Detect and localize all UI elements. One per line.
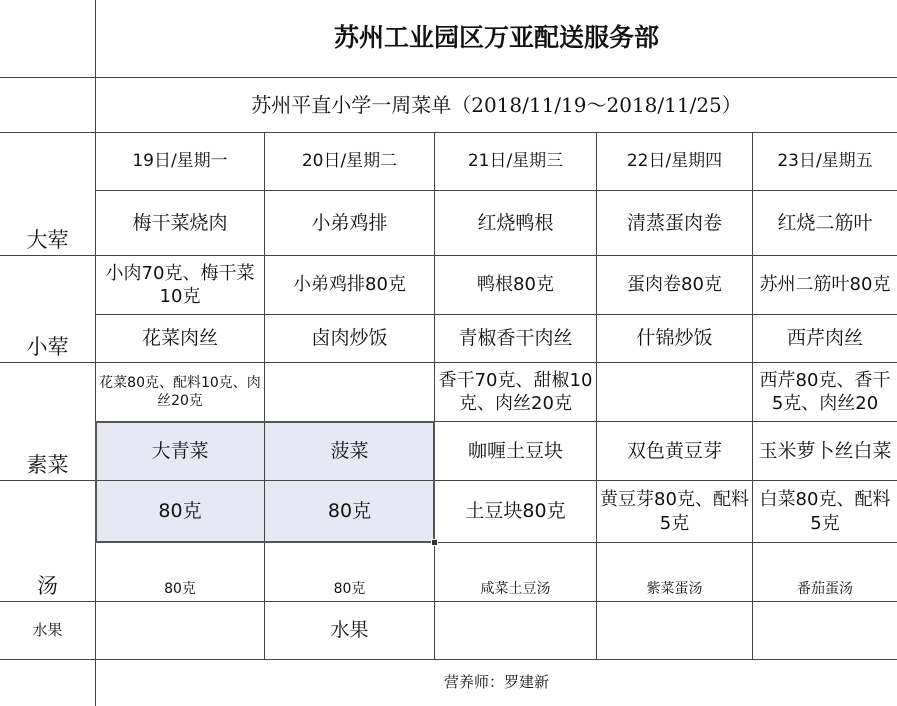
soup-5: 番茄蛋汤 — [797, 581, 853, 598]
minor-dish-1: 花菜肉丝 — [141, 327, 218, 350]
fruit-3 — [435, 602, 596, 659]
veg-detail-4: 黄豆芽80克、配料5克 — [600, 489, 749, 534]
fruit-1 — [96, 602, 264, 659]
fruit-5 — [753, 602, 897, 659]
veg-dish-4: 双色黄豆芽 — [626, 439, 722, 462]
veg-detail-5: 白菜80克、配料5克 — [759, 489, 891, 534]
main-dish-3: 红烧鸭根 — [477, 211, 554, 234]
veg-dish-2[interactable]: 菠菜 — [330, 439, 369, 462]
minor-detail-4 — [597, 363, 752, 421]
menu-subtitle: 苏州平直小学一周菜单（2018/11/19～2018/11/25） — [251, 93, 742, 117]
main-dish-2: 小弟鸡排 — [311, 211, 388, 234]
minor-detail-5: 西芹80克、香干5克、肉丝20 — [759, 369, 891, 414]
veg-detail-2[interactable]: 80克 — [327, 500, 372, 523]
veg-dish-3: 咖喱土豆块 — [467, 439, 563, 462]
minor-dish-2: 卤肉炒饭 — [311, 327, 388, 350]
main-detail-2: 小弟鸡排80克 — [293, 274, 406, 296]
minor-detail-3: 香干70克、甜椒10克、肉丝20克 — [438, 369, 593, 414]
fruit-4 — [597, 602, 752, 659]
soup-3: 咸菜土豆汤 — [480, 581, 551, 598]
label-soup: 汤 — [37, 573, 58, 598]
veg-dish-5: 玉米萝卜丝白菜 — [758, 439, 892, 462]
main-dish-5: 红烧二筋叶 — [777, 211, 873, 234]
minor-dish-3: 青椒香干肉丝 — [458, 327, 573, 350]
label-minor-meat: 小荤 — [26, 335, 69, 360]
main-detail-3: 鸭根80克 — [477, 274, 554, 296]
veg-detail-3: 土豆块80克 — [465, 500, 566, 523]
minor-dish-4: 什锦炒饭 — [636, 327, 713, 350]
label-fruit: 水果 — [32, 620, 63, 639]
day-header-4: 22日/星期四 — [626, 151, 723, 172]
main-dish-1: 梅干菜烧肉 — [132, 211, 228, 234]
veg-dish-1[interactable]: 大青菜 — [151, 439, 209, 462]
nutritionist-note: 营养师：罗建新 — [443, 673, 549, 692]
main-detail-5: 苏州二筋叶80克 — [759, 274, 891, 296]
main-detail-4: 蛋肉卷80克 — [627, 274, 722, 296]
fruit-2: 水果 — [330, 619, 369, 642]
veg-detail-1[interactable]: 80克 — [158, 500, 202, 523]
minor-dish-5: 西芹肉丝 — [786, 327, 863, 350]
day-header-2: 20日/星期二 — [301, 151, 398, 172]
main-detail-1: 小肉70克、梅干菜10克 — [105, 262, 255, 307]
day-header-1: 19日/星期一 — [132, 151, 228, 172]
minor-detail-2 — [265, 363, 434, 421]
soup-4: 紫菜蛋汤 — [646, 581, 703, 598]
minor-detail-1: 花菜80克、配料10克、肉丝20克 — [99, 374, 261, 409]
label-vegetable: 素菜 — [26, 453, 69, 478]
page-title: 苏州工业园区万亚配送服务部 — [333, 23, 659, 53]
day-header-3: 21日/星期三 — [467, 151, 564, 172]
day-header-5: 23日/星期五 — [777, 151, 873, 172]
main-dish-4: 清蒸蛋肉卷 — [626, 211, 722, 234]
soup-2: 80克 — [333, 581, 366, 598]
label-main-meat: 大荤 — [26, 228, 69, 253]
soup-1: 80克 — [164, 581, 196, 598]
